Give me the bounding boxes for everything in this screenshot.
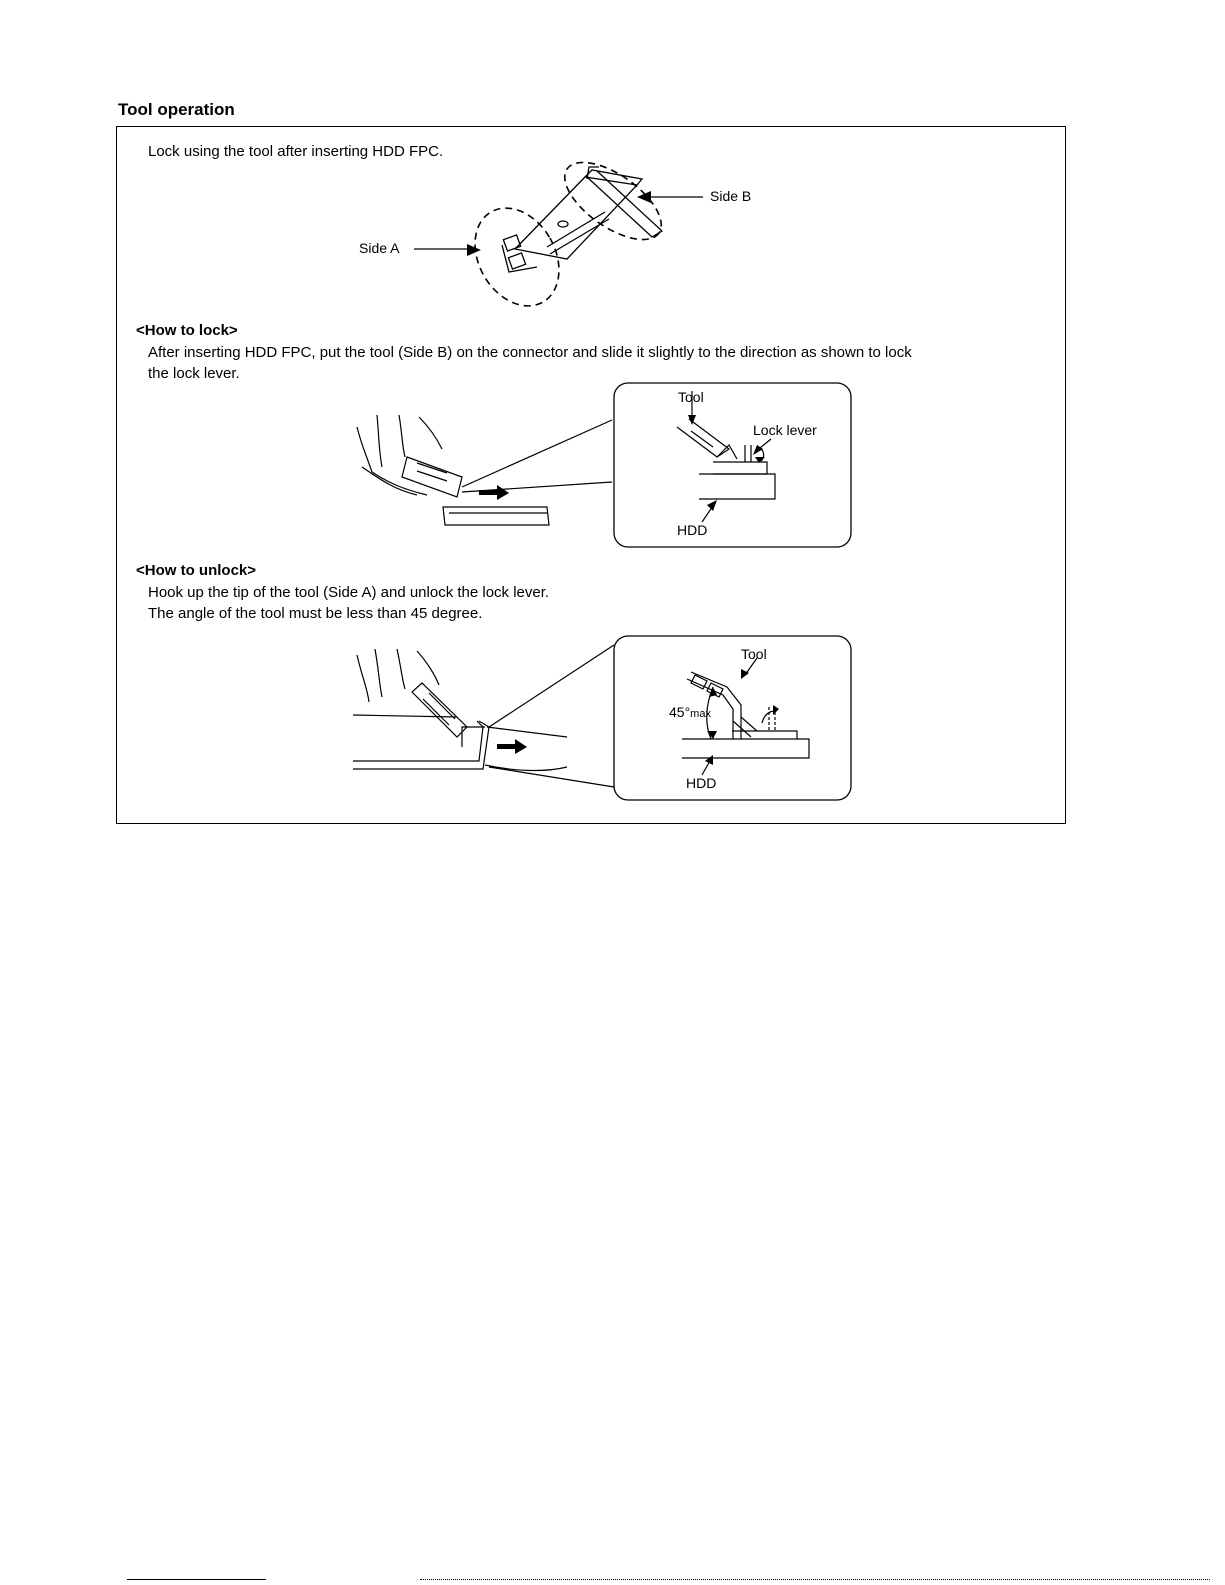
- side-b-label: Side B: [710, 188, 752, 204]
- footer-rule-left: [127, 1579, 266, 1580]
- unlock-detail-angle-label: [669, 704, 711, 720]
- lock-instruction-line2: the lock lever.: [148, 365, 240, 382]
- lock-instruction-line1: After inserting HDD FPC, put the tool (Side B) on the connector and slide it slightly to the direction as shown to lock: [148, 344, 912, 361]
- lock-detail-tool-label: Tool: [678, 389, 704, 405]
- page-title: Tool operation: [118, 100, 235, 119]
- side-a-label: Side A: [359, 240, 400, 256]
- footer-rule-right: [420, 1579, 1210, 1580]
- unlock-detail-tool-label: Tool: [741, 646, 767, 662]
- how-to-unlock-heading: <How to unlock>: [136, 562, 257, 579]
- intro-text: Lock using the tool after inserting HDD FPC.: [148, 143, 444, 160]
- unlock-instruction-line1: Hook up the tip of the tool (Side A) and unlock the lock lever.: [148, 584, 550, 601]
- unlock-instruction-line2: The angle of the tool must be less than 45 degree.: [148, 605, 483, 622]
- lock-detail-hdd-label: HDD: [677, 522, 708, 538]
- tool-illustration: [117, 127, 1067, 825]
- angle-value: 45°: [669, 704, 691, 720]
- unlock-detail-hdd-label: HDD: [686, 775, 717, 791]
- angle-suffix: max: [690, 708, 711, 720]
- tool-operation-box: [116, 126, 1066, 824]
- lock-detail-lever-label: Lock lever: [753, 422, 817, 438]
- how-to-lock-heading: <How to lock>: [136, 322, 238, 339]
